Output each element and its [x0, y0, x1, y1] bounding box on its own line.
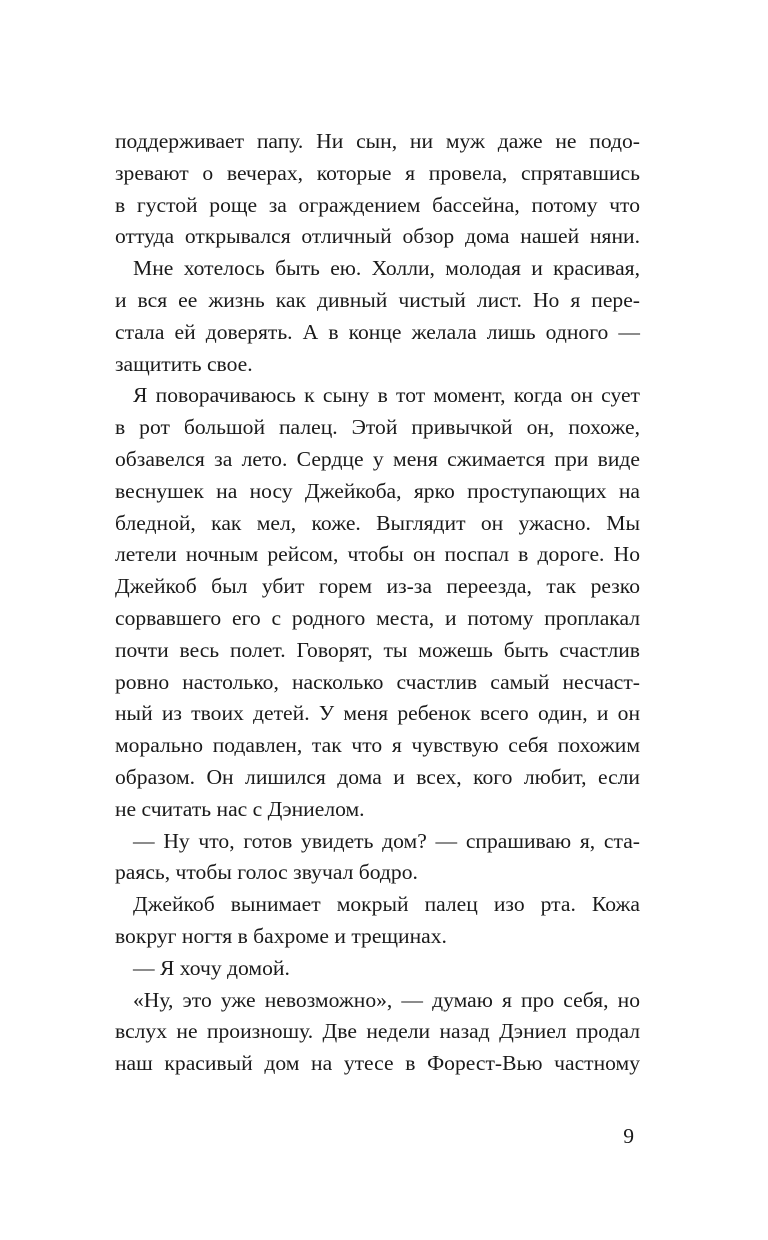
text-line: защитить свое. — [115, 351, 253, 376]
text-line: в густой роще за ограждением бассейна, потому что — [115, 192, 640, 217]
text-line: поддерживает папу. Ни сын, ни муж даже не подо- — [115, 129, 640, 153]
text-line: почти весь полет. Говорят, ты можешь быть счастлив — [115, 637, 640, 662]
text-line: летели ночным рейсом, чтобы он поспал в дороге. Но — [115, 542, 640, 567]
text-line: вслух не произношу. Две недели назад Дэниел продал — [115, 1019, 640, 1044]
text-line: зревают о вечерах, которые я провела, спрятавшись — [115, 160, 640, 185]
text-line: Я поворачиваюсь к сыну в тот момент, когда он сует — [133, 383, 640, 408]
text-line: ровно настолько, насколько счастлив самый несчаст- — [115, 669, 640, 694]
text-line: вокруг ногтя в бахроме и трещинах. — [115, 923, 447, 948]
text-line: Джейкоб был убит горем из-за переезда, так резко — [115, 574, 640, 599]
text-line: образом. Он лишился дома и всех, кого любит, если — [115, 764, 640, 789]
text-line: в рот большой палец. Этой привычкой он, похоже, — [115, 415, 640, 440]
dialogue-line: — Я хочу домой. — [133, 955, 290, 980]
text-line: бледной, как мел, коже. Выглядит он ужасно. Мы — [115, 510, 640, 535]
text-line: «Ну, это уже невозможно», — думаю я про себя, но — [133, 987, 640, 1012]
page-number: 9 — [623, 1124, 634, 1148]
text-line: раясь, чтобы голос звучал бодро. — [115, 860, 418, 885]
text-line: стала ей доверять. А в конце желала лишь одного — — [115, 319, 640, 344]
text-line: Джейкоб вынимает мокрый палец изо рта. Кожа — [133, 892, 640, 917]
text-line: сорвавшего его с родного места, и потому проплакал — [115, 605, 640, 630]
text-line: Мне хотелось быть ею. Холли, молодая и красивая, — [133, 256, 640, 281]
text-line: морально подавлен, так что я чувствую себя похожим — [115, 733, 640, 758]
body-text — [115, 126, 640, 1080]
text-line: веснушек на носу Джейкоба, ярко проступающих на — [115, 478, 640, 503]
text-line: наш красивый дом на утесе в Форест-Вью частному — [115, 1051, 640, 1076]
text-line: оттуда открывался отличный обзор дома нашей няни. — [115, 224, 640, 249]
text-line: обзавелся за лето. Сердце у меня сжимается при виде — [115, 446, 640, 471]
text-line: и вся ее жизнь как дивный чистый лист. Но я пере- — [115, 287, 640, 312]
dialogue-line: — Ну что, готов увидеть дом? — спрашиваю я, ста- — [133, 828, 640, 853]
text-line: ный из твоих детей. У меня ребенок всего один, и он — [115, 701, 640, 726]
text-line: не считать нас с Дэниелом. — [115, 796, 365, 821]
